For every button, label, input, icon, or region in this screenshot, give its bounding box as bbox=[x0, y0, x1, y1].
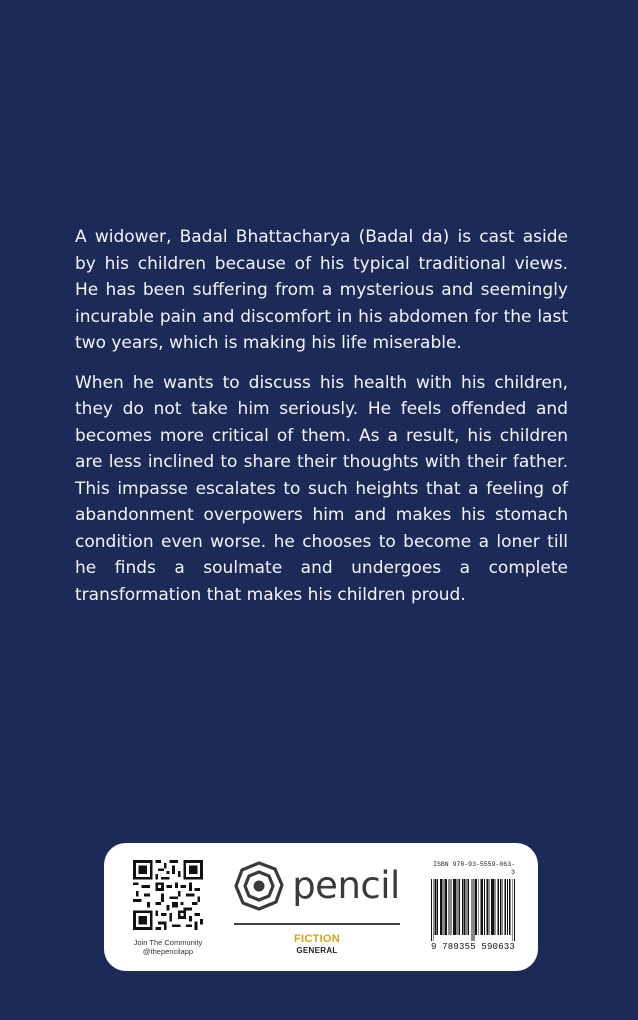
qr-code-block bbox=[130, 860, 206, 956]
pencil-logo-icon bbox=[234, 861, 284, 911]
blurb-paragraph-2: When he wants to discuss his health with his children, they do not take him seriously. He feels offended and becomes more critical of them. As a result, his children are less inclined to share their thoughts with their father. This impasse escalates to such heights that a feeling of abandonment overpowers him and makes his stomach condition even worse. he chooses to become a loner till he finds a soulmate and undergoes a complete transformation that makes his children proud. bbox=[75, 372, 568, 605]
publisher-logo-row bbox=[230, 861, 404, 911]
isbn-label: ISBN 978-93-5559-063-3 bbox=[433, 861, 515, 876]
publisher-name: pencil bbox=[292, 864, 400, 907]
publisher-brand bbox=[230, 861, 404, 955]
isbn-barcode-block bbox=[431, 861, 515, 952]
qr-caption-line-1: Join The Community bbox=[133, 938, 203, 947]
blurb-paragraph-1: A widower, Badal Bhattacharya (Badal da) is cast aside by his children because of his typical traditional views. He has been suffering from a mysterious and seemingly incurable pain and discomfort in his abdomen for the last two years, which is making his life miserable. bbox=[75, 227, 568, 353]
qr-caption-line-2: @thepencilapp bbox=[142, 947, 194, 956]
barcode-number: 9 789355 590633 bbox=[431, 942, 516, 952]
brand-divider bbox=[234, 923, 400, 925]
qr-code-icon[interactable] bbox=[133, 860, 203, 930]
publisher-footer-card bbox=[104, 843, 538, 971]
qr-caption bbox=[130, 938, 206, 956]
genre-label: FICTION bbox=[293, 933, 341, 945]
barcode-icon bbox=[431, 879, 515, 941]
subgenre-label: GENERAL bbox=[296, 946, 338, 955]
back-cover-blurb bbox=[75, 224, 568, 621]
